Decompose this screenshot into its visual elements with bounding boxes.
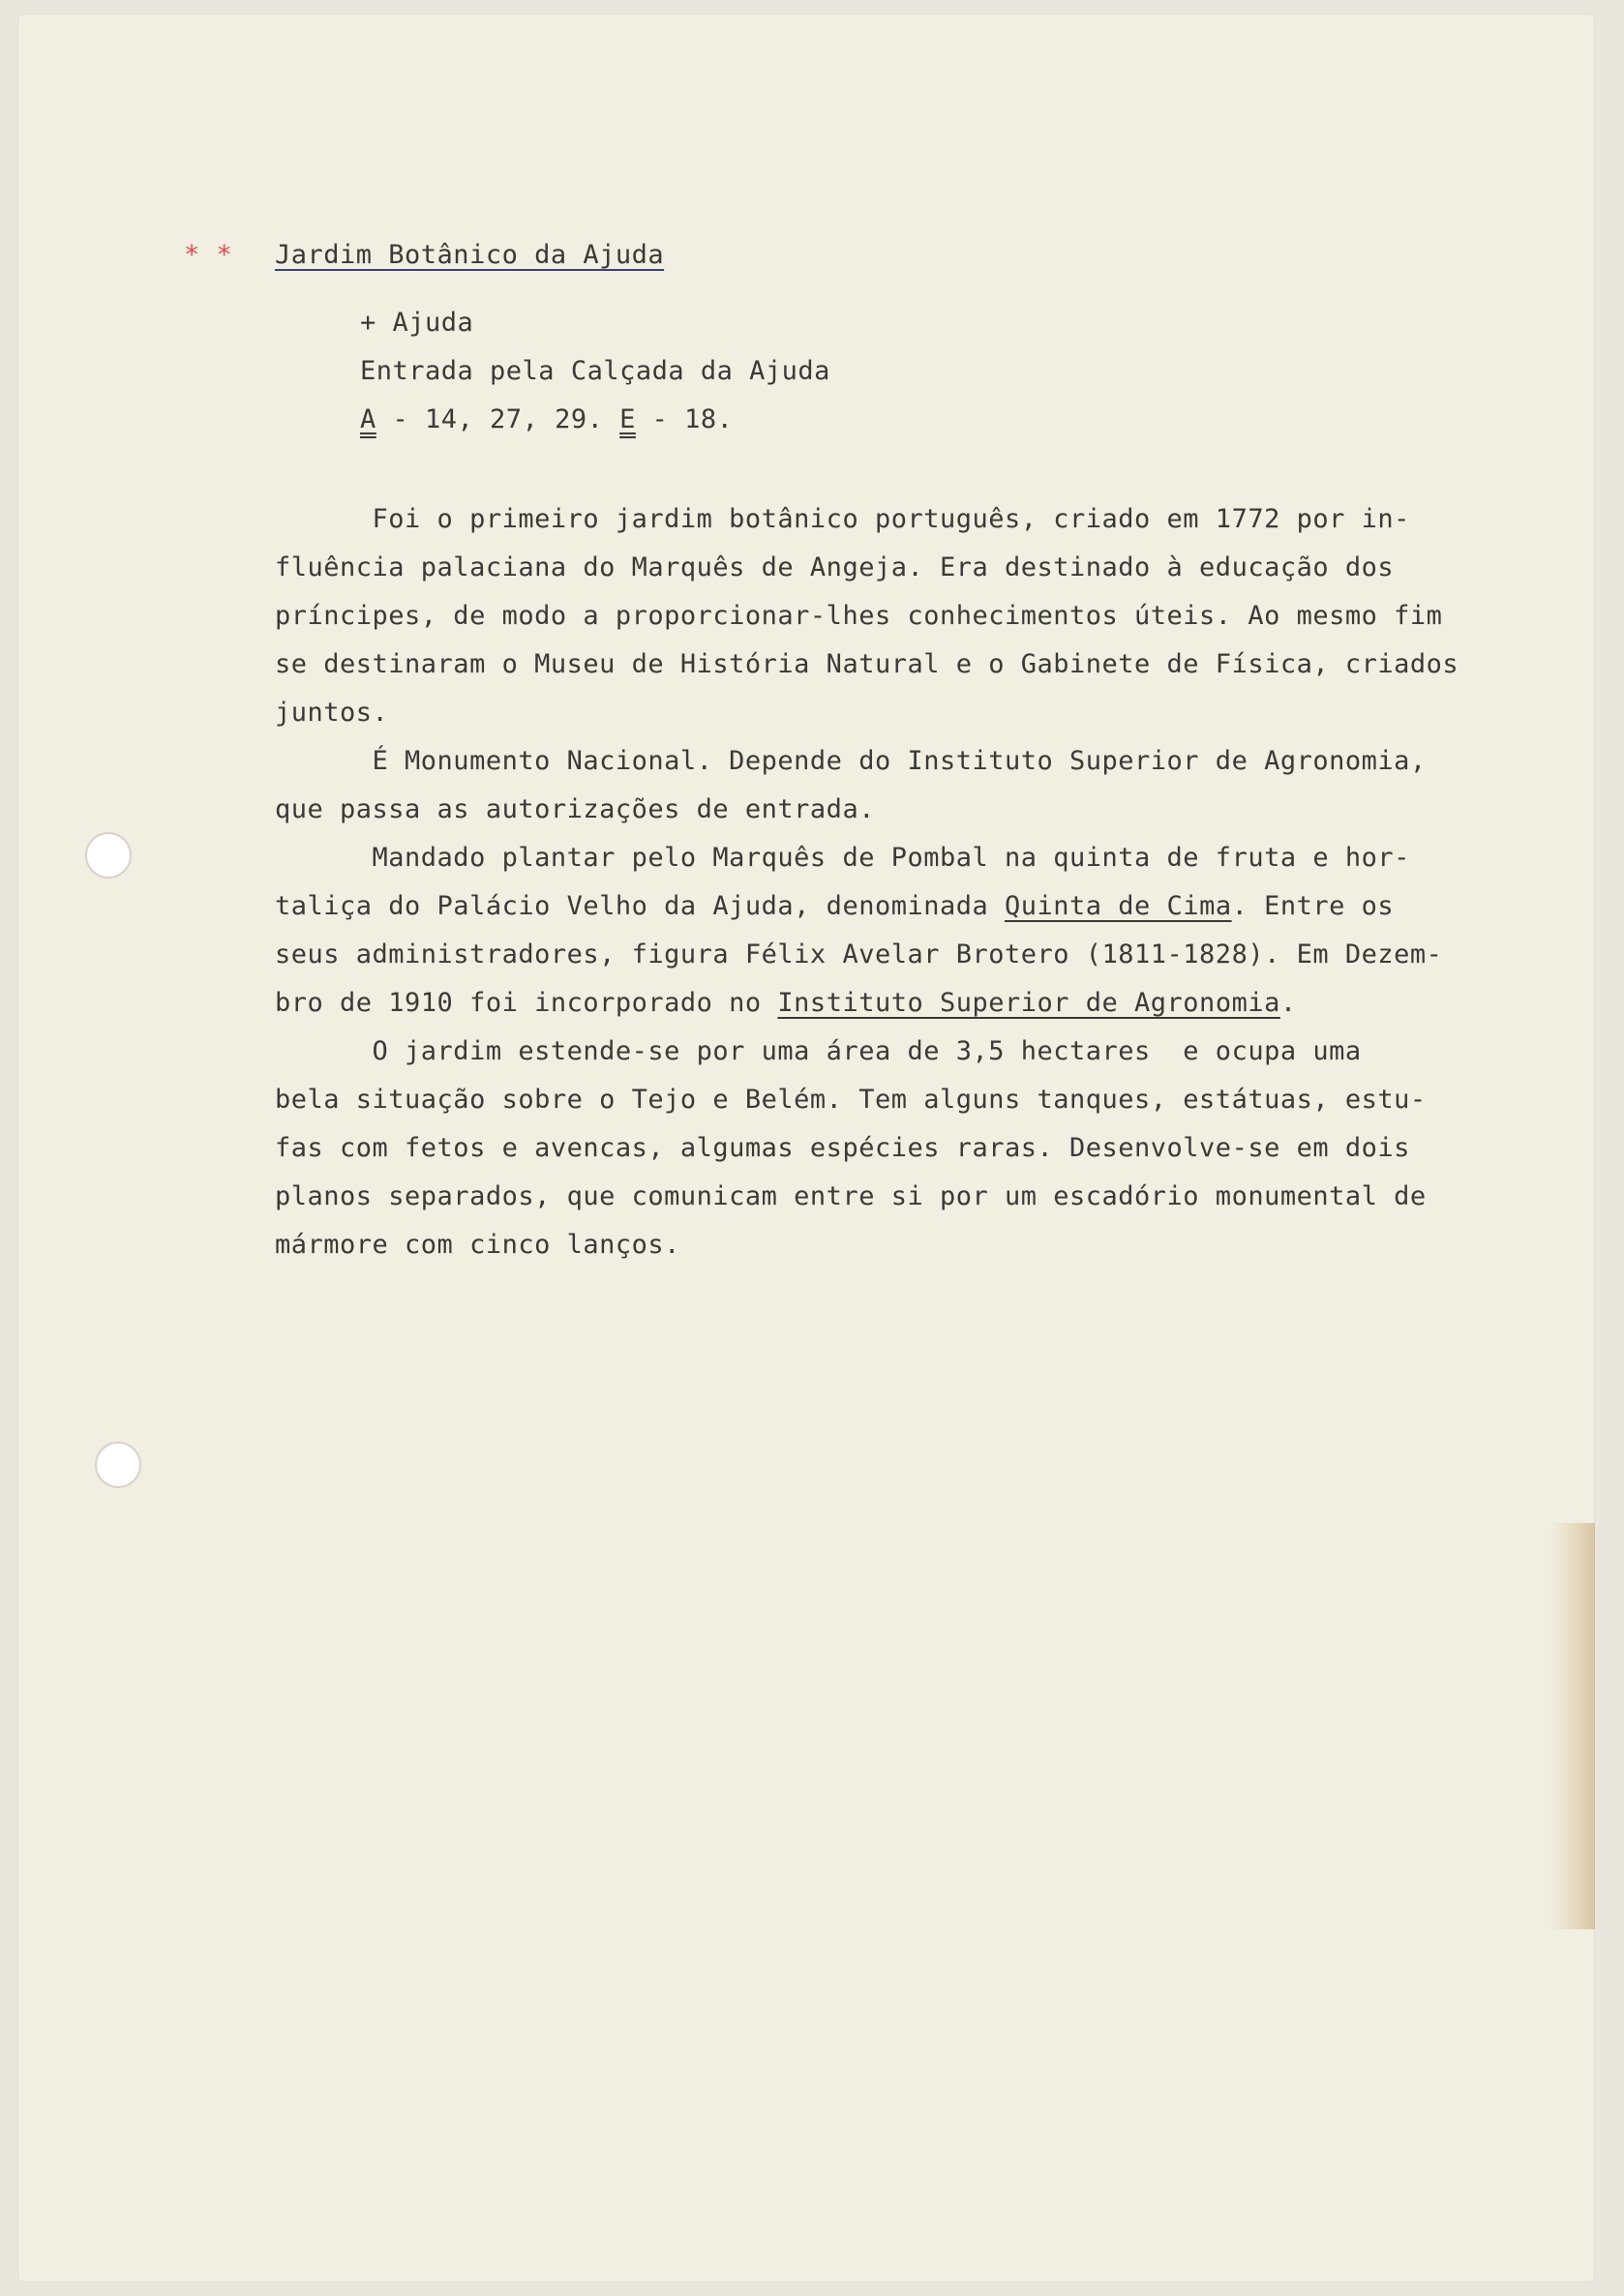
transport-e-label: E [619, 404, 636, 434]
paragraph-3 [275, 834, 1562, 1028]
text-line: É Monumento Nacional. Depende do Instituto Superior de Agronomia, [275, 746, 1427, 776]
transport-e-numbers: - 18. [635, 404, 734, 434]
paragraph-1 [275, 495, 1562, 737]
transport-line [360, 404, 733, 434]
punch-hole [85, 832, 132, 879]
text-line: seus administradores, figura Félix Avelar Brotero (1811-1828). Em Dezem- [275, 939, 1443, 969]
text-line: O jardim estende-se por uma área de 3,5 hectares e ocupa uma [275, 1036, 1362, 1066]
paragraph-4 [275, 1028, 1562, 1269]
quinta-de-cima-link: Quinta de Cima [1005, 891, 1232, 921]
text-line: taliça do Palácio Velho da Ajuda, denominada Quinta de Cima. Entre os [275, 891, 1395, 921]
punch-hole [95, 1442, 141, 1488]
text-line: se destinaram o Museu de História Natural e o Gabinete de Física, criados [275, 649, 1459, 679]
text-line: que passa as autorizações de entrada. [275, 794, 875, 824]
text-line: Foi o primeiro jardim botânico português, criado em 1772 por in- [275, 504, 1410, 534]
asterisk-marks: * * [184, 240, 233, 270]
text-line: príncipes, de modo a proporcionar-lhes conhecimentos úteis. Ao mesmo fim [275, 601, 1443, 631]
paper-stain [1550, 1523, 1595, 1929]
transport-a-label: A [360, 404, 376, 434]
page-title: Jardim Botânico da Ajuda [275, 240, 665, 270]
location-line: + Ajuda [360, 308, 474, 338]
text-line: fas com fetos e avencas, algumas espécies raras. Desenvolve-se em dois [275, 1133, 1410, 1163]
text-line: juntos. [275, 698, 389, 728]
entrance-line: Entrada pela Calçada da Ajuda [360, 356, 830, 386]
paragraph-2 [275, 737, 1562, 834]
instituto-underlined: Instituto Superior de Agronomia [777, 988, 1280, 1018]
text-line: fluência palaciana do Marquês de Angeja. Era destinado à educação dos [275, 552, 1395, 582]
transport-a-numbers: - 14, 27, 29. [376, 404, 620, 434]
text-line: planos separados, que comunicam entre si por um escadório monumental de [275, 1181, 1427, 1211]
text-line: bro de 1910 foi incorporado no Instituto Superior de Agronomia. [275, 988, 1297, 1018]
text-line: mármore com cinco lanços. [275, 1230, 680, 1260]
text-line: Mandado plantar pelo Marquês de Pombal na quinta de fruta e hor- [275, 843, 1410, 873]
text-line: bela situação sobre o Tejo e Belém. Tem alguns tanques, estátuas, estu- [275, 1085, 1427, 1115]
